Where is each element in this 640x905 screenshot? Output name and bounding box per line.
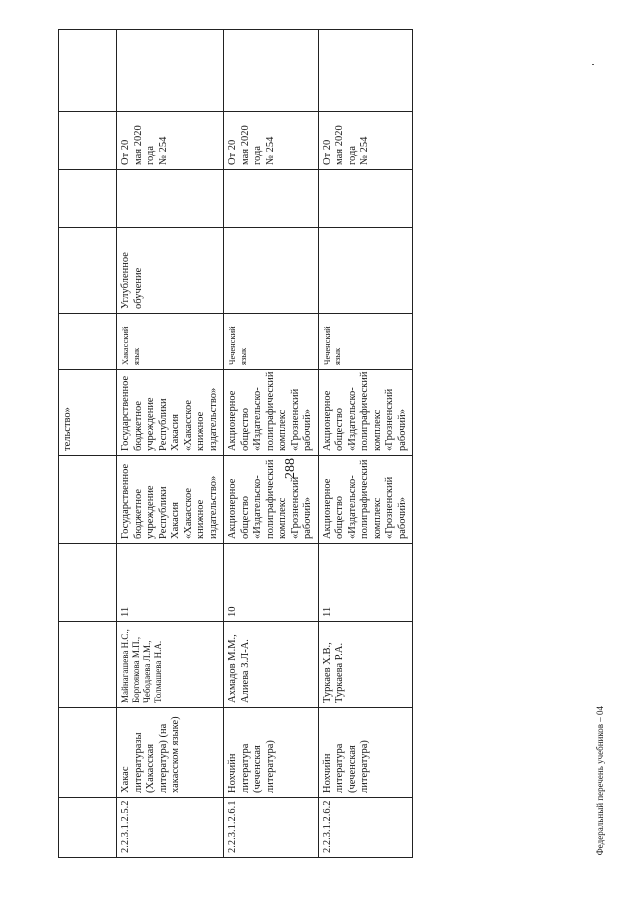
header-cell-empty bbox=[59, 170, 117, 228]
row-empty bbox=[117, 170, 224, 228]
table-row bbox=[117, 30, 224, 858]
row-authors: Майнагашева Н.С., Боргоякова М.П., Чебодаева Л.М., Толмашева Н.А. bbox=[117, 622, 224, 708]
row-extra bbox=[224, 30, 319, 112]
row-publisher: Акционерное общество «Издательско-полиграфический комплекс «Грозненский рабочий» bbox=[224, 456, 319, 544]
scan-speck bbox=[592, 64, 594, 65]
header-cell-publisher bbox=[59, 456, 117, 544]
header-cell-order bbox=[59, 112, 117, 170]
row-code: 2.2.3.1.2.5.2 bbox=[117, 798, 224, 858]
row-producer: Государственное бюджетное учреждение Республики Хакасия «Хакасское книжное издательство» bbox=[117, 370, 224, 456]
row-language: Чеченский язык bbox=[224, 314, 319, 370]
page-number: 288 bbox=[283, 458, 298, 479]
row-publisher: Акционерное общество «Издательско-полиграфический комплекс «Грозненский рабочий» bbox=[318, 456, 413, 544]
row-code: 2.2.3.1.2.6.1 bbox=[224, 798, 319, 858]
row-grade: 11 bbox=[318, 544, 413, 622]
row-note bbox=[318, 228, 413, 314]
row-title: Нохчийн литература (чеченская литература) bbox=[318, 708, 413, 798]
row-grade: 10 bbox=[224, 544, 319, 622]
row-title: Нохчийн литература (чеченская литература) bbox=[224, 708, 319, 798]
table-row bbox=[318, 30, 413, 858]
header-cell-producer: тельство» bbox=[59, 370, 117, 456]
row-authors: Ахмадов М.М., Алиева З.Л-А. bbox=[224, 622, 319, 708]
header-cell-extra bbox=[59, 30, 117, 112]
row-order: От 20 мая 2020 года № 254 bbox=[117, 112, 224, 170]
row-authors: Туркаев Х.В., Туркаева Р.А. bbox=[318, 622, 413, 708]
row-title: Хакас литературазы (Хакасская литература) (на хакасском языке) bbox=[117, 708, 224, 798]
row-empty bbox=[224, 170, 319, 228]
header-cell-note bbox=[59, 228, 117, 314]
row-producer: Акционерное общество «Издательско-полиграфический комплекс «Грозненский рабочий» bbox=[318, 370, 413, 456]
header-cell-code bbox=[59, 798, 117, 858]
row-grade: 11 bbox=[117, 544, 224, 622]
catalog-table-wrapper bbox=[58, 30, 408, 858]
footer-note: Федеральный перечень учебников – 04 bbox=[595, 706, 605, 856]
row-note bbox=[224, 228, 319, 314]
row-order: От 20 мая 2020 года № 254 bbox=[224, 112, 319, 170]
table-row bbox=[224, 30, 319, 858]
row-code: 2.2.3.1.2.6.2 bbox=[318, 798, 413, 858]
table-row-header bbox=[59, 30, 117, 858]
row-order: От 20 мая 2020 года № 254 bbox=[318, 112, 413, 170]
row-publisher: Государственное бюджетное учреждение Республики Хакасия «Хакасское книжное издательство» bbox=[117, 456, 224, 544]
row-language: Чеченский язык bbox=[318, 314, 413, 370]
row-empty bbox=[318, 170, 413, 228]
catalog-table bbox=[58, 29, 413, 858]
header-cell-authors bbox=[59, 622, 117, 708]
row-language: Хакасский язык bbox=[117, 314, 224, 370]
header-cell-grade bbox=[59, 544, 117, 622]
row-extra bbox=[117, 30, 224, 112]
header-cell-language bbox=[59, 314, 117, 370]
header-cell-title bbox=[59, 708, 117, 798]
row-producer: Акционерное общество «Издательско-полиграфический комплекс «Грозненский рабочий» bbox=[224, 370, 319, 456]
row-extra bbox=[318, 30, 413, 112]
row-note: Углубленное обучение bbox=[117, 228, 224, 314]
